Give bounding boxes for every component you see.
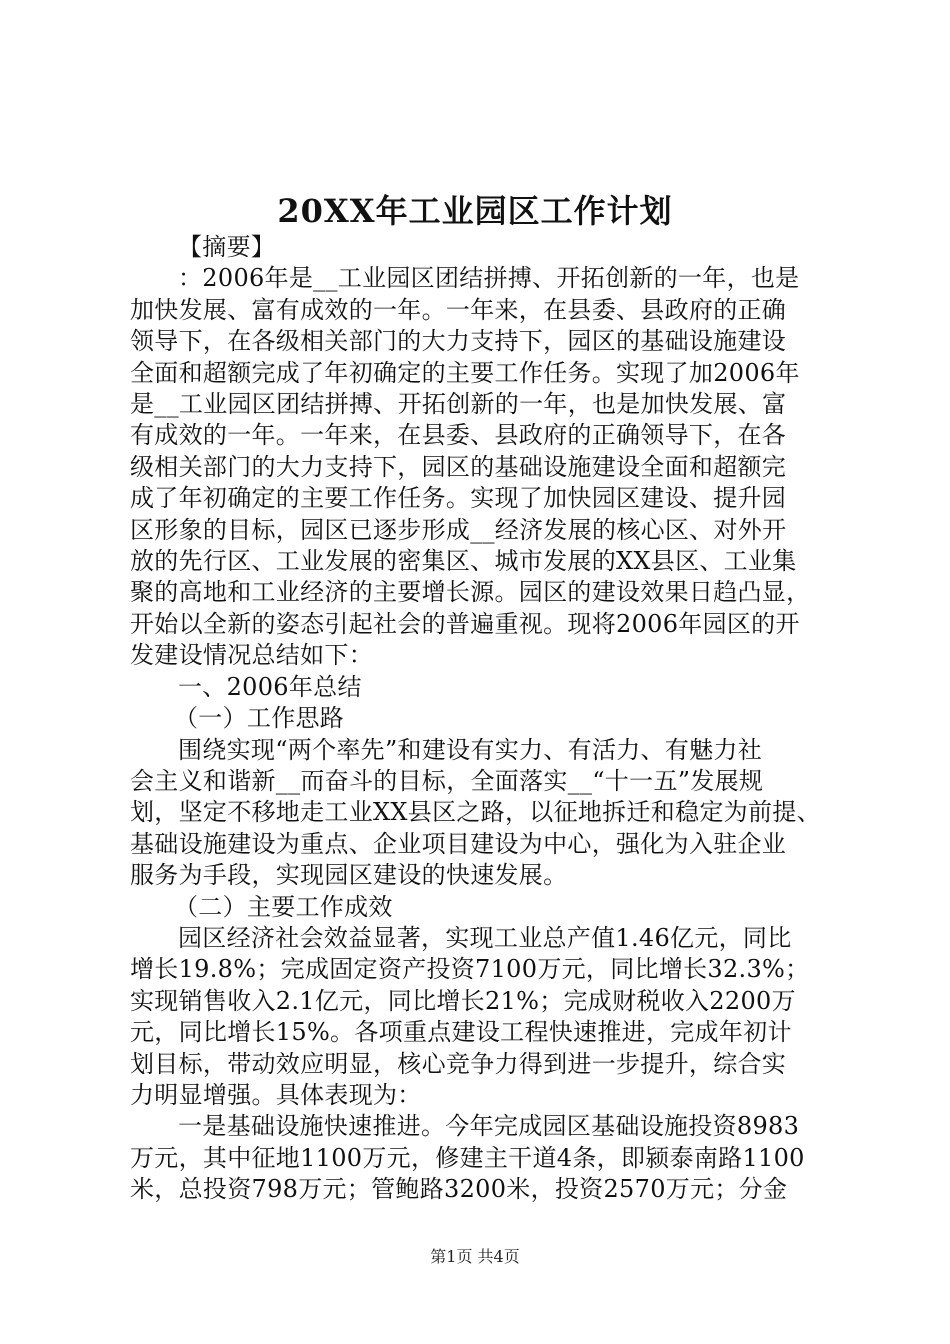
paragraph-line: 级相关部门的大力支持下，园区的基础设施建设全面和超额完 xyxy=(130,452,787,481)
paragraph-line: 园区经济社会效益显著，实现工业总产值1.46亿元，同比 xyxy=(178,923,792,952)
paragraph-line: 米，总投资798万元；管鲍路3200米，投资2570万元；分金 xyxy=(130,1175,788,1204)
page-footer: 第1页 共4页 xyxy=(430,1247,520,1266)
paragraph-line: 会主义和谐新__而奋斗的目标，全面落实__“十一五”发展规 xyxy=(130,766,764,795)
paragraph-line: 区形象的目标，园区已逐步形成__经济发展的核心区、对外开 xyxy=(130,515,787,544)
paragraph-line: 聚的高地和工业经济的主要增长源。园区的建设效果日趋凸显， xyxy=(130,578,811,607)
paragraph-line: 实现销售收入2.1亿元，同比增长21%；完成财税收入2200万 xyxy=(130,986,796,1015)
paragraph-line: 一是基础设施快速推进。今年完成园区基础设施投资8983 xyxy=(178,1112,800,1141)
document-title: 20XX年工业园区工作计划 xyxy=(277,192,673,230)
subsection-heading: （一）工作思路 xyxy=(174,704,345,733)
paragraph-line: 加快发展、富有成效的一年。一年来，在县委、县政府的正确 xyxy=(130,295,787,324)
paragraph-line: 基础设施建设为重点、企业项目建设为中心，强化为入驻企业 xyxy=(130,829,787,858)
paragraph-line: 划目标，带动效应明显，核心竞争力得到进一步提升，综合实 xyxy=(130,1049,787,1078)
subsection-heading: （二）主要工作成效 xyxy=(174,892,393,921)
paragraph-line: 是__工业园区团结拼搏、开拓创新的一年，也是加快发展、富 xyxy=(130,390,787,419)
abstract-heading: 【摘要】 xyxy=(178,233,276,261)
section-heading: 一、2006年总结 xyxy=(178,672,362,701)
paragraph-line: 有成效的一年。一年来，在县委、县政府的正确领导下，在各 xyxy=(130,421,787,450)
paragraph-line: 元，同比增长15%。各项重点建设工程快速推进，完成年初计 xyxy=(130,1018,792,1047)
paragraph-line: 放的先行区、工业发展的密集区、城市发展的XX县区、工业集 xyxy=(130,547,797,576)
paragraph-line: 开始以全新的姿态引起社会的普遍重视。现将2006年园区的开 xyxy=(130,609,800,638)
paragraph-line: ：2006年是__工业园区团结拼搏、开拓创新的一年，也是 xyxy=(178,264,800,293)
paragraph-line: 全面和超额完成了年初确定的主要工作任务。实现了加2006年 xyxy=(130,358,800,387)
document-body xyxy=(130,232,830,1206)
paragraph-line: 成了年初确定的主要工作任务。实现了加快园区建设、提升园 xyxy=(130,484,787,513)
paragraph-line: 服务为手段，实现园区建设的快速发展。 xyxy=(130,861,568,890)
paragraph-line: 划，坚定不移地走工业XX县区之路，以征地拆迁和稳定为前提、 xyxy=(130,798,821,827)
paragraph-line: 增长19.8%；完成固定资产投资7100万元，同比增长32.3%； xyxy=(130,955,810,984)
paragraph-line: 力明显增强。具体表现为： xyxy=(130,1080,422,1109)
paragraph-line: 领导下，在各级相关部门的大力支持下，园区的基础设施建设 xyxy=(130,327,787,356)
paragraph-line: 万元，其中征地1100万元，修建主干道4条，即颍泰南路1100 xyxy=(130,1143,805,1172)
paragraph-line: 发建设情况总结如下： xyxy=(130,641,373,670)
paragraph-line: 围绕实现“两个率先”和建设有实力、有活力、有魅力社 xyxy=(178,735,763,764)
